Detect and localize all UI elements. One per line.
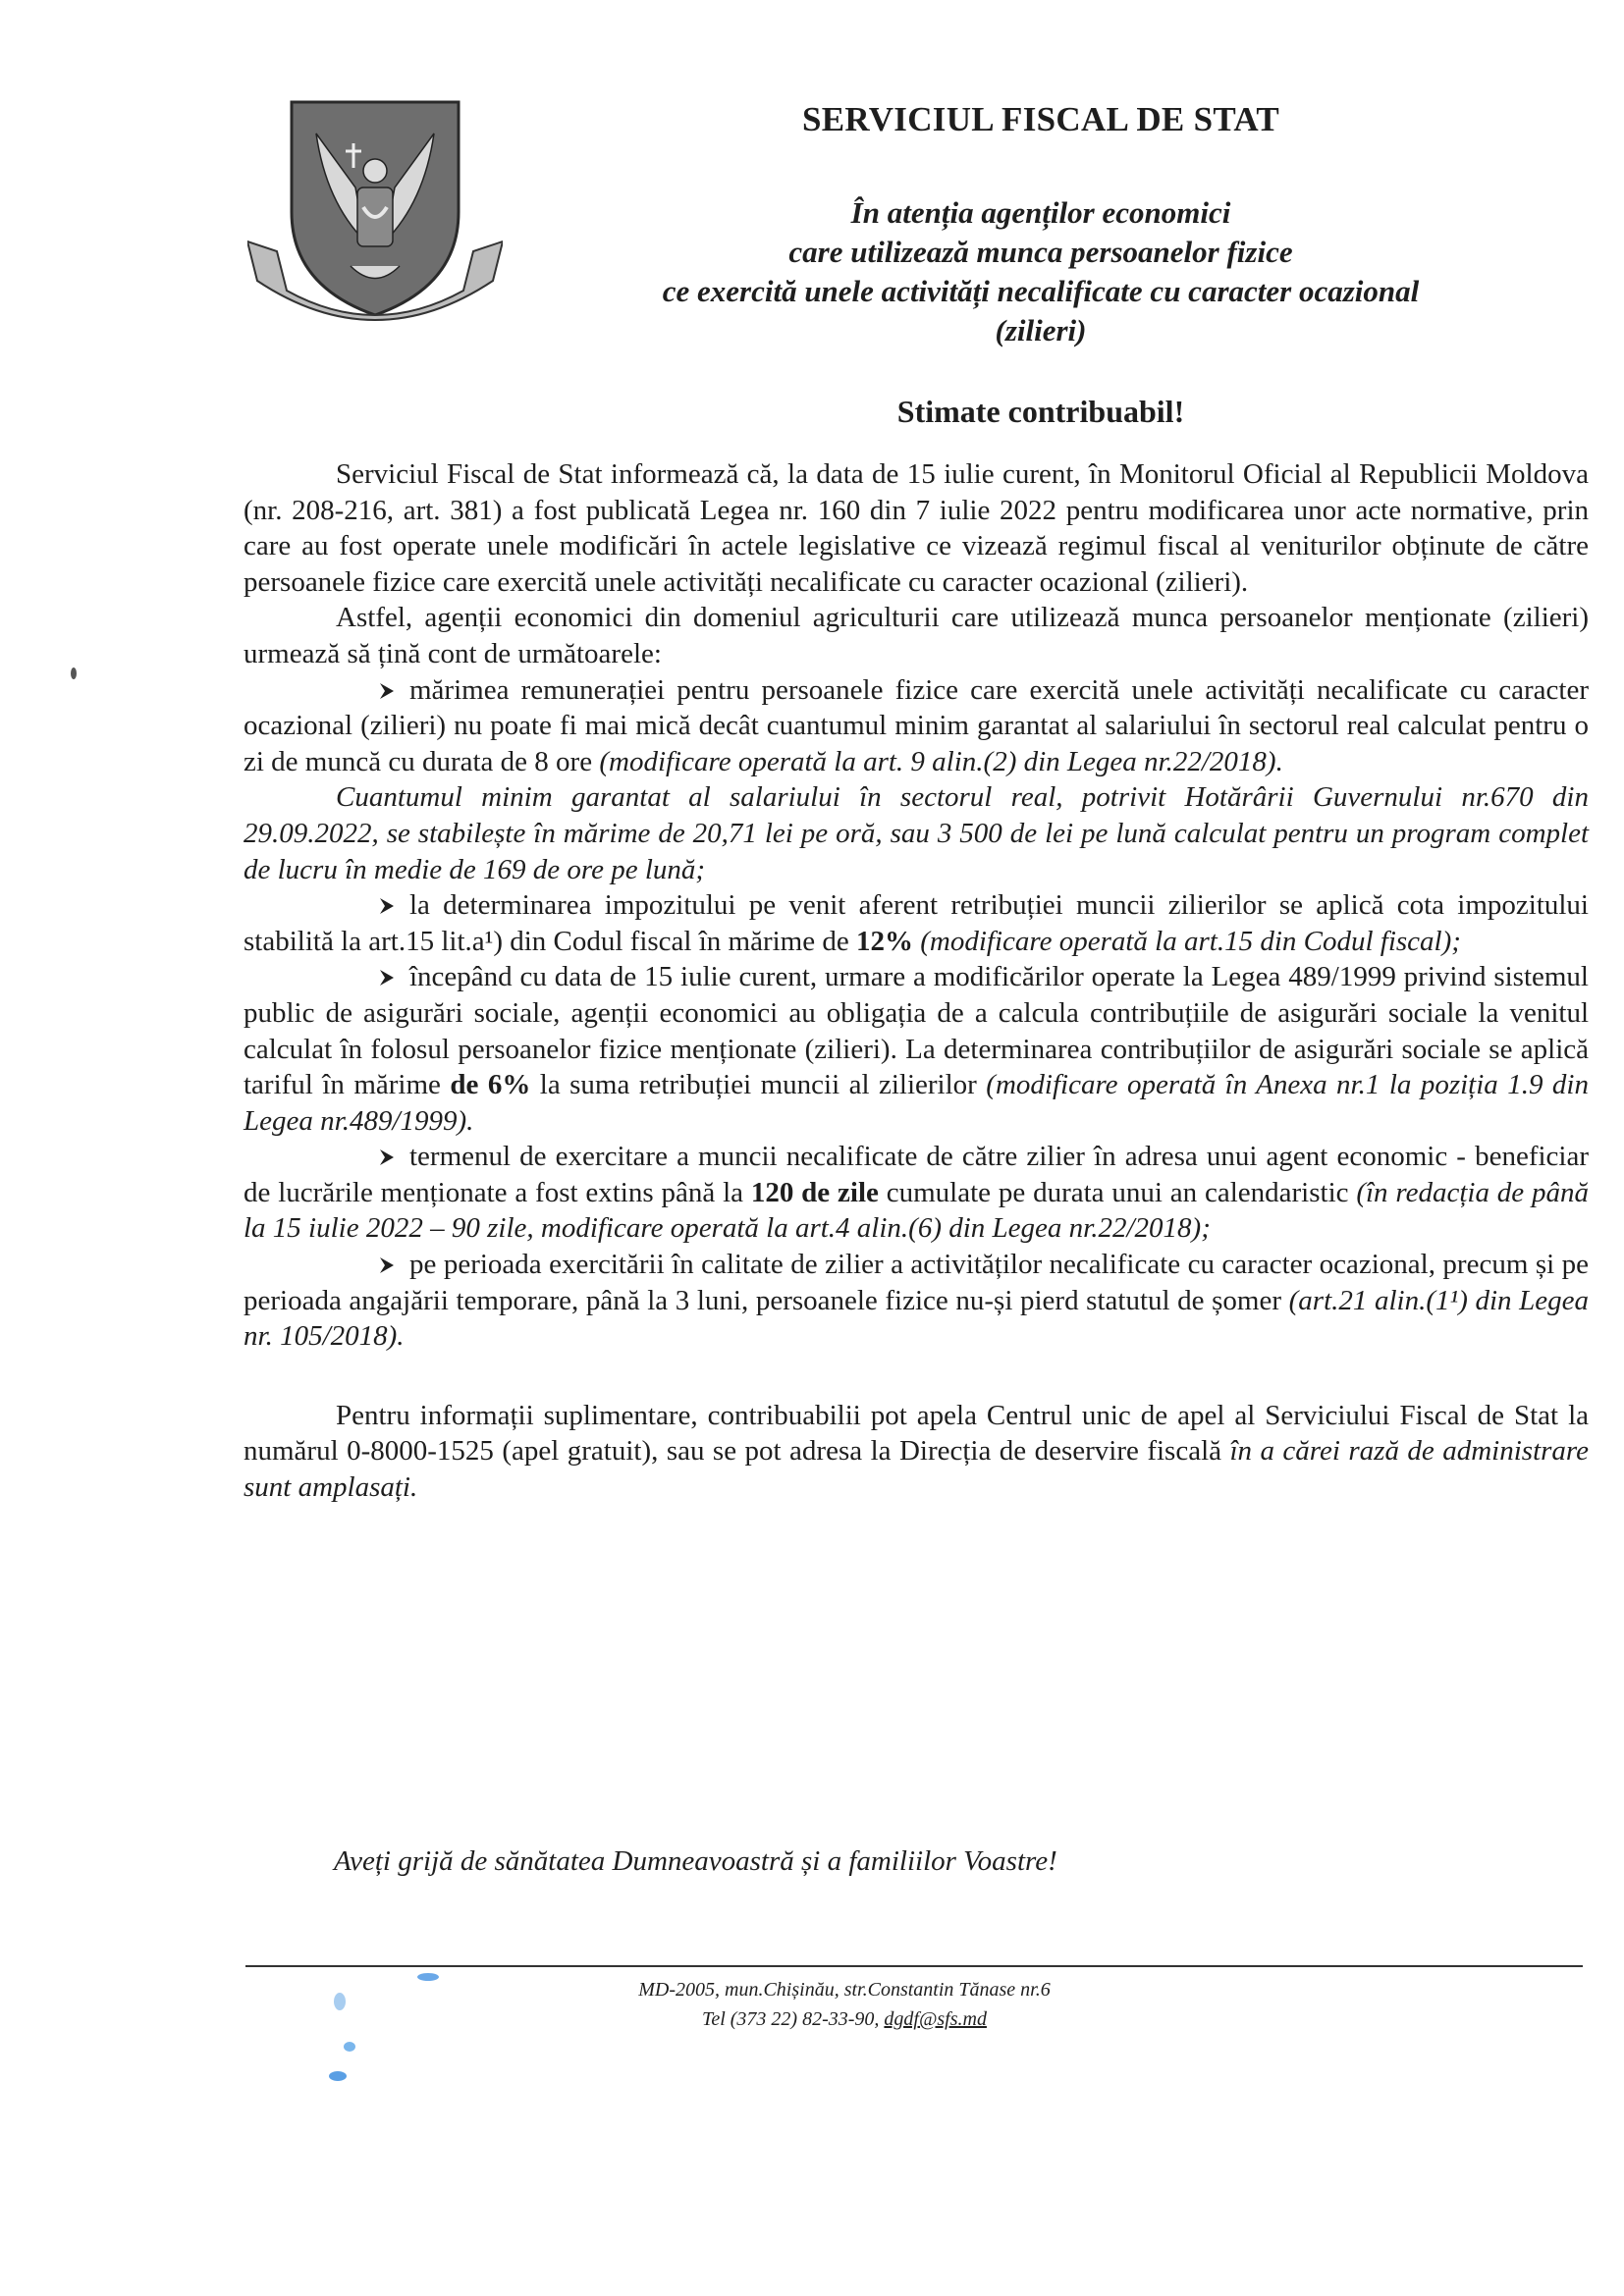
bullet-work-term xyxy=(244,1139,1589,1247)
bullet-remuneration xyxy=(244,672,1589,780)
scan-speck xyxy=(417,1973,439,1981)
coat-of-arms-eagle-shield-icon xyxy=(247,94,503,330)
bullet-text-continued: cumulate pe durata unui an calendaristic xyxy=(878,1176,1357,1208)
greeting: Stimate contribuabil! xyxy=(896,394,1185,429)
subtitle-line: care utilizează munca persoanelor fizice xyxy=(788,235,1293,269)
legal-reference: (art.21 alin.(1¹) din Legea nr. 105/2018). xyxy=(244,1284,1589,1353)
bullet-social-contributions xyxy=(244,959,1589,1139)
bullet-text: la determinarea impozitului pe venit aferent retribuției muncii zilierilor se aplică cota impozitului stabilită la art.15 lit.a¹) din Codul fiscal în mărime de xyxy=(244,889,1589,957)
coat-of-arms-emblem xyxy=(247,94,503,330)
bullet-text: începând cu data de 15 iulie curent, urmare a modificărilor operate la Legea 489/1999 privind sistemul public de asigurări sociale, agenții economici au obligația de a calcula contribuțiile de asigurări sociale la venitul calculat în folosul persoanelor fizice menționate (zilieri). La determinarea contribuțiilor de asigurări sociale se aplică tariful în mărime xyxy=(244,961,1589,1101)
paragraph-contact-info xyxy=(244,1398,1589,1506)
arrow-bullet-icon xyxy=(378,887,398,924)
arrow-bullet-icon xyxy=(378,1139,398,1175)
document-subtitle xyxy=(550,193,1532,350)
legal-reference: (modificare operată la art. 9 alin.(2) din Legea nr.22/2018). xyxy=(599,745,1283,777)
footer-phone: Tel (373 22) 82-33-90, xyxy=(702,2008,885,2030)
legal-reference: (în redacția de până la 15 iulie 2022 – 90 zile, modificare operată la art.4 alin.(6) din Legea nr.22/2018); xyxy=(244,1176,1590,1245)
footer-email-link[interactable]: dgdf@sfs.md xyxy=(884,2008,987,2030)
arrow-bullet-icon xyxy=(378,1247,398,1283)
tax-rate: 12% xyxy=(855,925,913,957)
footer-phone-line xyxy=(550,2004,1139,2034)
bullet-income-tax xyxy=(244,887,1589,959)
paragraph-intro: Serviciul Fiscal de Stat informează că, la data de 15 iulie curent, în Monitorul Oficial al Republicii Moldova (nr. 208-216, art. 381) a fost publicată Legea nr. 160 din 7 iulie 2022 pentru modificarea unor acte normative, prin care au fost operate unele modificări în actele legislative ce vizează regimul fiscal al veniturilor obținute de către persoanele fizice care exercită unele activități necalificate cu caracter ocazional (zilieri). xyxy=(244,458,1589,598)
footer-divider xyxy=(245,1965,1583,1967)
paragraph-minimum-wage: Cuantumul minim garantat al salariului în sectorul real, potrivit Hotărârii Guvernului nr.670 din 29.09.2022, se stabilește în mărime de 20,71 lei pe oră, sau 3 500 de lei pe lună calculat pentru un program complet de lucru în medie de 169 de ore pe lună; xyxy=(244,781,1589,885)
bullet-text-continued: la suma retribuției muncii al zilierilor xyxy=(530,1069,987,1101)
arrow-bullet-icon xyxy=(378,672,398,709)
bullet-text: pe perioada exercitării în calitate de zilier a activităților necalificate cu caracter ocazional, precum și pe perioada angajării temporare, până la 3 luni, persoanele fizice nu-și pierd statutul de șomer xyxy=(244,1249,1589,1316)
document-body xyxy=(244,456,1589,1506)
paragraph-agents: Astfel, agenții economici din domeniul agriculturii care utilizează munca persoanelor menționate (zilieri) urmează să țină cont de următoarele: xyxy=(244,602,1589,669)
bullet-text: termenul de exercitare a muncii necalificate de către zilier în adresa unui agent economic - beneficiar de lucrările menționate a fost extins până la xyxy=(244,1141,1589,1208)
document-header xyxy=(550,98,1532,431)
legal-reference: (modificare operată la art.15 din Codul fiscal); xyxy=(912,925,1461,957)
bullet-unemployed-status xyxy=(244,1247,1589,1355)
bullet-text: mărimea remunerației pentru persoanele fizice care exercită unele activități necalificate cu caracter ocazional (zilieri) nu poate fi mai mică decât cuantumul minim garantat al salariului în sectorul real calculat pentru o zi de muncă cu durata de 8 ore xyxy=(244,673,1589,777)
scan-speck xyxy=(334,1993,346,2010)
subtitle-line: În atenția agenților economici xyxy=(850,195,1231,230)
scan-speck xyxy=(344,2042,355,2052)
scan-speck xyxy=(71,667,77,679)
contribution-rate: de 6% xyxy=(450,1069,531,1101)
arrow-bullet-icon xyxy=(378,959,398,995)
document-title: SERVICIUL FISCAL DE STAT xyxy=(801,100,1280,138)
contact-text: Pentru informații suplimentare, contribuabilii pot apela Centrul unic de apel al Serviciului Fiscal de Stat la numărul 0-8000-1525 (apel gratuit), sau se pot adresa la Direcția de deservire fiscală xyxy=(244,1399,1589,1468)
legal-reference: (modificare operată în Anexa nr.1 la poziția 1.9 din Legea nr.489/1999). xyxy=(244,1069,1589,1137)
days-limit: 120 de zile xyxy=(750,1176,879,1208)
subtitle-line: (zilieri) xyxy=(995,313,1087,347)
closing-wish: Aveți grijă de sănătatea Dumneavoastră și a familiilor Voastre! xyxy=(334,1845,1057,1877)
scan-speck xyxy=(329,2071,347,2081)
footer-address: MD-2005, mun.Chișinău, str.Constantin Tănase nr.6 xyxy=(638,1979,1051,2001)
footer-contact xyxy=(550,1975,1139,2034)
contact-note: în a cărei rază de administrare sunt amplasați. xyxy=(244,1435,1589,1504)
subtitle-line: ce exercită unele activități necalificate cu caracter ocazional xyxy=(662,274,1420,308)
